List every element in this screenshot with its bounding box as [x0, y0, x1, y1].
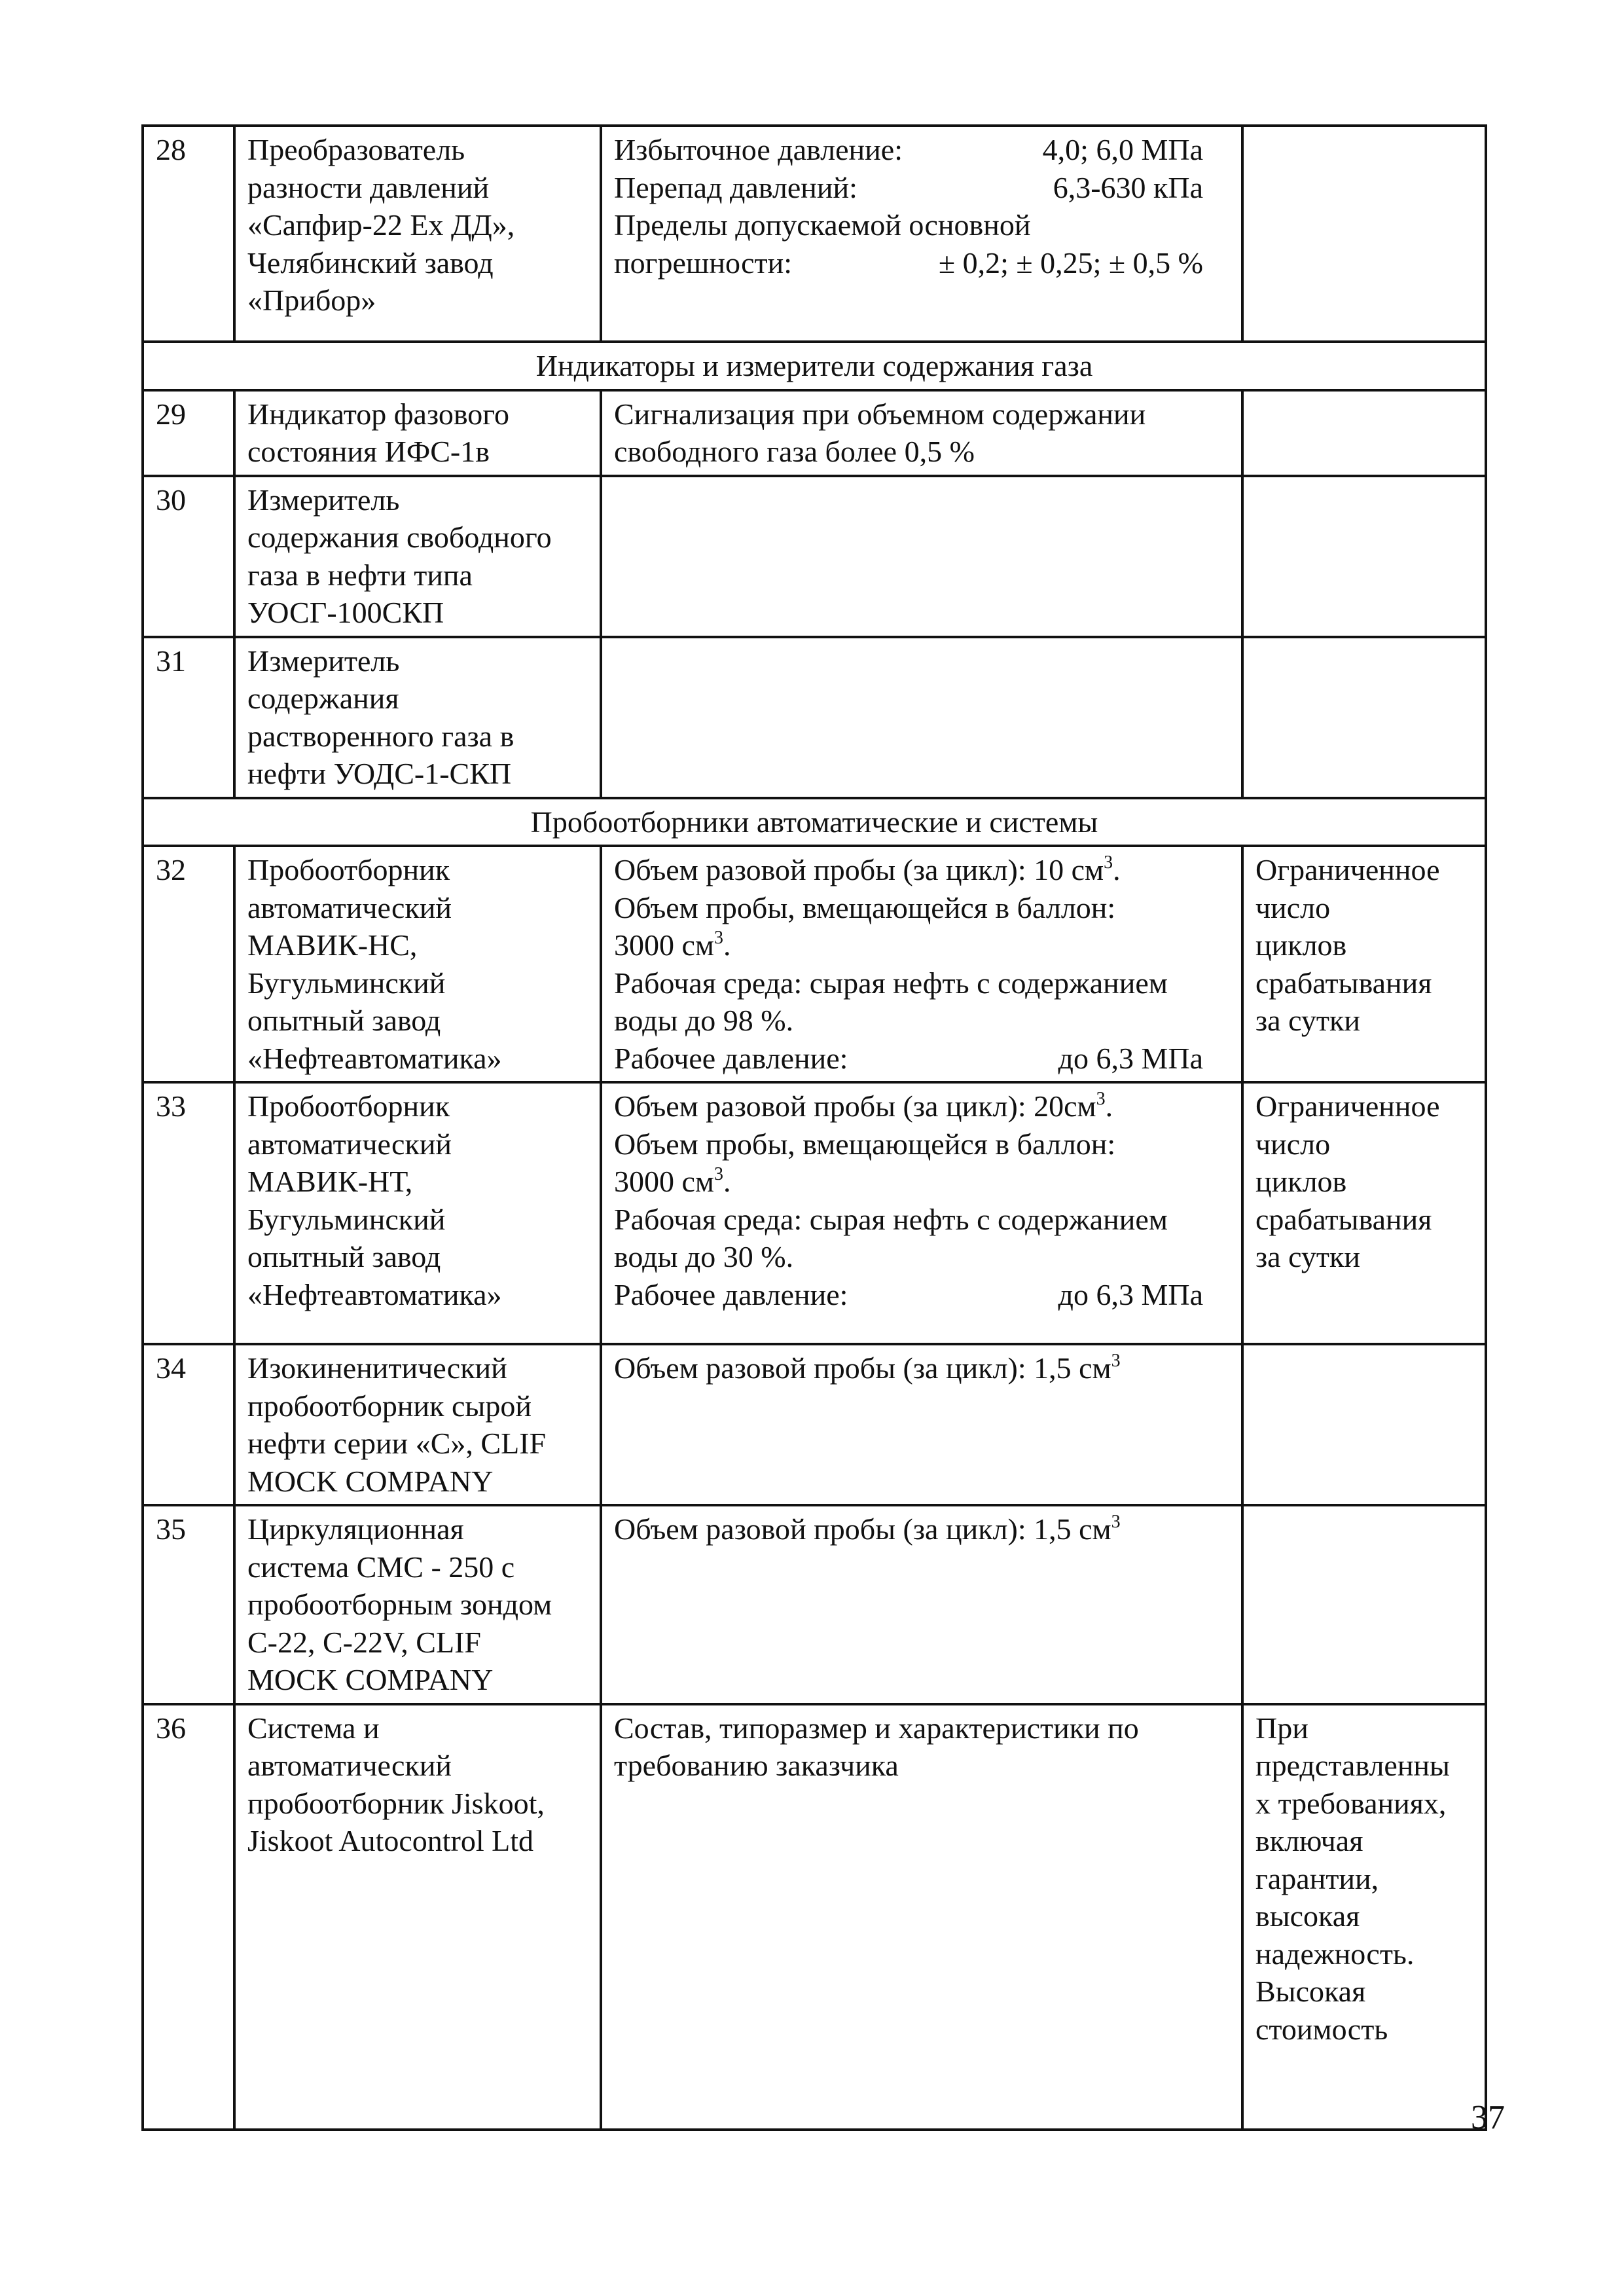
superscript: 3	[714, 1164, 724, 1184]
item-name-line: Циркуляционная	[247, 1512, 464, 1546]
item-name-line: разности давлений	[247, 170, 490, 204]
spec-line	[614, 964, 1229, 1002]
spec-line	[614, 1747, 1229, 1785]
section-heading: Индикаторы и измерители содержания газа	[143, 342, 1486, 390]
spec-line	[614, 1238, 1229, 1276]
spec-text: требованию заказчика	[614, 1749, 899, 1782]
note-line: стоимость	[1255, 2012, 1388, 2046]
spec-suffix: .	[1113, 853, 1121, 886]
item-note-cell	[1242, 1082, 1486, 1344]
item-name-line: Измеритель	[247, 483, 400, 517]
note-line: представленны	[1255, 1749, 1450, 1782]
note-line: Высокая	[1255, 1975, 1366, 2008]
item-name-line: Измеритель	[247, 644, 400, 678]
spec-text: Сигнализация при объемном содержании	[614, 397, 1146, 431]
spec-value: до 6,3 МПа	[1058, 1277, 1203, 1311]
spec-parameter	[614, 131, 1229, 169]
item-spec-cell	[601, 390, 1242, 476]
item-name-cell	[234, 1082, 601, 1344]
spec-suffix: .	[1105, 1089, 1113, 1123]
spec-line	[614, 889, 1229, 927]
spec-value: ± 0,2; ± 0,25; ± 0,5 %	[938, 246, 1203, 280]
spec-label: Перепад давлений:	[614, 170, 857, 204]
superscript: 3	[1096, 1089, 1106, 1109]
table-row	[143, 126, 1486, 342]
item-spec-cell	[601, 476, 1242, 637]
spec-line	[614, 1510, 1229, 1548]
item-name-line: «Нефтеавтоматика»	[247, 1041, 502, 1075]
item-name-line: пробоотборным зондом	[247, 1588, 552, 1621]
note-line: число	[1255, 890, 1331, 924]
item-name-line: газа в нефти типа	[247, 558, 473, 592]
section-row	[143, 342, 1486, 390]
spec-value: 4,0; 6,0 МПа	[1042, 133, 1203, 166]
note-line: х требованиях,	[1255, 1786, 1447, 1820]
item-name-line: автоматический	[247, 1127, 452, 1161]
note-line: Ограниченное	[1255, 853, 1440, 886]
table-row	[143, 637, 1486, 798]
spec-line	[614, 1125, 1229, 1163]
item-name-line: система СМС - 250 с	[247, 1550, 515, 1584]
item-name-line: состояния ИФС-1в	[247, 435, 490, 468]
item-number: 35	[143, 1505, 234, 1704]
spec-parameter	[614, 1040, 1229, 1078]
table-row	[143, 1704, 1486, 2130]
note-line: Ограниченное	[1255, 1089, 1440, 1123]
item-name-line: Челябинский завод	[247, 246, 494, 280]
note-line: срабатывания	[1255, 966, 1432, 1000]
note-line: При	[1255, 1711, 1308, 1745]
item-spec-cell	[601, 637, 1242, 798]
note-line: срабатывания	[1255, 1202, 1432, 1236]
spec-parameter	[614, 169, 1229, 207]
item-name-cell	[234, 390, 601, 476]
item-name-cell	[234, 1704, 601, 2130]
table-row	[143, 1505, 1486, 1704]
spec-text: Состав, типоразмер и характеристики по	[614, 1711, 1139, 1745]
spec-label: Рабочее давление:	[614, 1041, 848, 1075]
spec-line	[614, 1087, 1229, 1125]
item-note-cell	[1242, 390, 1486, 476]
spec-text: Объем разовой пробы (за цикл): 1,5 см	[614, 1512, 1111, 1546]
item-number: 33	[143, 1082, 234, 1344]
spec-line	[614, 1349, 1229, 1387]
item-name-line: Преобразователь	[247, 133, 465, 166]
item-name-line: Пробоотборник	[247, 1089, 450, 1123]
section-heading: Пробоотборники автоматические и системы	[143, 798, 1486, 847]
note-line: включая	[1255, 1824, 1363, 1857]
item-name-cell	[234, 476, 601, 637]
item-spec-cell	[601, 1344, 1242, 1505]
item-name-line: MOCK COMPANY	[247, 1663, 494, 1696]
item-spec-cell	[601, 1704, 1242, 2130]
spec-text: Объем пробы, вмещающейся в баллон:	[614, 890, 1116, 924]
item-name-line: Индикатор фазового	[247, 397, 509, 431]
note-line: число	[1255, 1127, 1331, 1161]
item-name-cell	[234, 1344, 601, 1505]
item-name-line: МАВИК-НС,	[247, 928, 418, 962]
item-note-cell	[1242, 1344, 1486, 1505]
spec-line	[614, 926, 1229, 964]
item-name-line: «Сапфир-22 Ех ДД»,	[247, 208, 515, 242]
table-body	[143, 126, 1486, 2130]
item-name-line: пробоотборник сырой	[247, 1389, 532, 1423]
item-note-cell	[1242, 1704, 1486, 2130]
item-name-line: нефти серии «С», CLIF	[247, 1427, 547, 1460]
item-name-line: Изокиненитический	[247, 1351, 507, 1385]
item-number: 30	[143, 476, 234, 637]
item-number: 28	[143, 126, 234, 342]
item-name-cell	[234, 126, 601, 342]
item-note-cell	[1242, 476, 1486, 637]
item-spec-cell	[601, 126, 1242, 342]
page-number: 37	[1471, 2099, 1505, 2136]
note-line: надежность.	[1255, 1937, 1415, 1971]
item-note-cell	[1242, 846, 1486, 1082]
spec-text: воды до 98 %.	[614, 1004, 794, 1037]
spec-text: Рабочая среда: сырая нефть с содержанием	[614, 1202, 1168, 1236]
spec-text: Объем разовой пробы (за цикл): 1,5 см	[614, 1351, 1111, 1385]
spec-suffix: .	[723, 1165, 731, 1198]
equipment-table	[141, 124, 1487, 2131]
spec-text: Рабочая среда: сырая нефть с содержанием	[614, 966, 1168, 1000]
spec-line	[614, 1709, 1229, 1747]
item-name-line: содержания	[247, 682, 399, 715]
table-row	[143, 390, 1486, 476]
item-spec-cell	[601, 1082, 1242, 1344]
spec-label: Рабочее давление:	[614, 1277, 848, 1311]
item-name-line: опытный завод	[247, 1240, 441, 1273]
spec-text: воды до 30 %.	[614, 1240, 794, 1273]
spec-line	[614, 851, 1229, 889]
table-row	[143, 1344, 1486, 1505]
spec-text: Объем разовой пробы (за цикл): 20см	[614, 1089, 1096, 1123]
item-name-line: УОСГ-100СКП	[247, 596, 444, 629]
item-name-line: Jiskoot Autocontrol Ltd	[247, 1824, 533, 1857]
spec-suffix: .	[723, 928, 731, 962]
note-line: за сутки	[1255, 1240, 1360, 1273]
item-name-line: автоматический	[247, 1749, 452, 1782]
item-name-line: МАВИК-НТ,	[247, 1165, 413, 1198]
spec-text: Объем разовой пробы (за цикл): 10 см	[614, 853, 1104, 886]
table-row	[143, 476, 1486, 637]
item-note-cell	[1242, 126, 1486, 342]
item-spec-cell	[601, 1505, 1242, 1704]
item-note-cell	[1242, 637, 1486, 798]
spec-line	[614, 206, 1229, 244]
note-line: гарантии,	[1255, 1861, 1379, 1895]
spec-label: погрешности:	[614, 246, 793, 280]
spec-text: свободного газа более 0,5 %	[614, 435, 975, 468]
item-name-line: Бугульминский	[247, 966, 446, 1000]
item-name-cell	[234, 637, 601, 798]
item-name-line: содержания свободного	[247, 520, 552, 554]
spec-line	[614, 1201, 1229, 1239]
section-row	[143, 798, 1486, 847]
item-spec-cell	[601, 846, 1242, 1082]
item-name-cell	[234, 846, 601, 1082]
note-line: высокая	[1255, 1899, 1360, 1933]
superscript: 3	[1111, 1512, 1121, 1532]
item-name-line: растворенного газа в	[247, 719, 514, 753]
spec-line	[614, 1163, 1229, 1201]
spec-text: Объем пробы, вмещающейся в баллон:	[614, 1127, 1116, 1161]
note-line: циклов	[1255, 1165, 1347, 1198]
item-name-line: нефти УОДС-1-СКП	[247, 757, 512, 790]
table-row	[143, 1082, 1486, 1344]
item-name-line: Бугульминский	[247, 1202, 446, 1236]
note-line: за сутки	[1255, 1004, 1360, 1037]
item-name-line: опытный завод	[247, 1004, 441, 1037]
spec-line	[614, 433, 1229, 471]
spec-parameter	[614, 1276, 1229, 1314]
item-name-line: пробоотборник Jiskoot,	[247, 1786, 545, 1820]
item-number: 36	[143, 1704, 234, 2130]
spec-line	[614, 395, 1229, 433]
spec-parameter	[614, 244, 1229, 282]
table-row	[143, 846, 1486, 1082]
item-name-line: «Нефтеавтоматика»	[247, 1277, 502, 1311]
note-line: циклов	[1255, 928, 1347, 962]
item-name-cell	[234, 1505, 601, 1704]
spec-line	[614, 1002, 1229, 1040]
item-number: 31	[143, 637, 234, 798]
spec-label: Избыточное давление:	[614, 133, 903, 166]
item-name-line: MOCK COMPANY	[247, 1464, 494, 1498]
superscript: 3	[1104, 852, 1113, 873]
item-name-line: «Прибор»	[247, 283, 376, 317]
item-name-line: Пробоотборник	[247, 853, 450, 886]
item-name-line: Система и	[247, 1711, 380, 1745]
spec-value: до 6,3 МПа	[1058, 1041, 1203, 1075]
item-name-line: С-22, С-22V, CLIF	[247, 1625, 481, 1659]
spec-text: Пределы допускаемой основной	[614, 208, 1031, 242]
superscript: 3	[1111, 1351, 1121, 1371]
item-number: 29	[143, 390, 234, 476]
item-note-cell	[1242, 1505, 1486, 1704]
item-number: 32	[143, 846, 234, 1082]
spec-value: 6,3-630 кПа	[1053, 170, 1203, 204]
spec-text: 3000 см	[614, 928, 715, 962]
item-number: 34	[143, 1344, 234, 1505]
spec-text: 3000 см	[614, 1165, 715, 1198]
item-name-line: автоматический	[247, 890, 452, 924]
superscript: 3	[714, 928, 724, 948]
